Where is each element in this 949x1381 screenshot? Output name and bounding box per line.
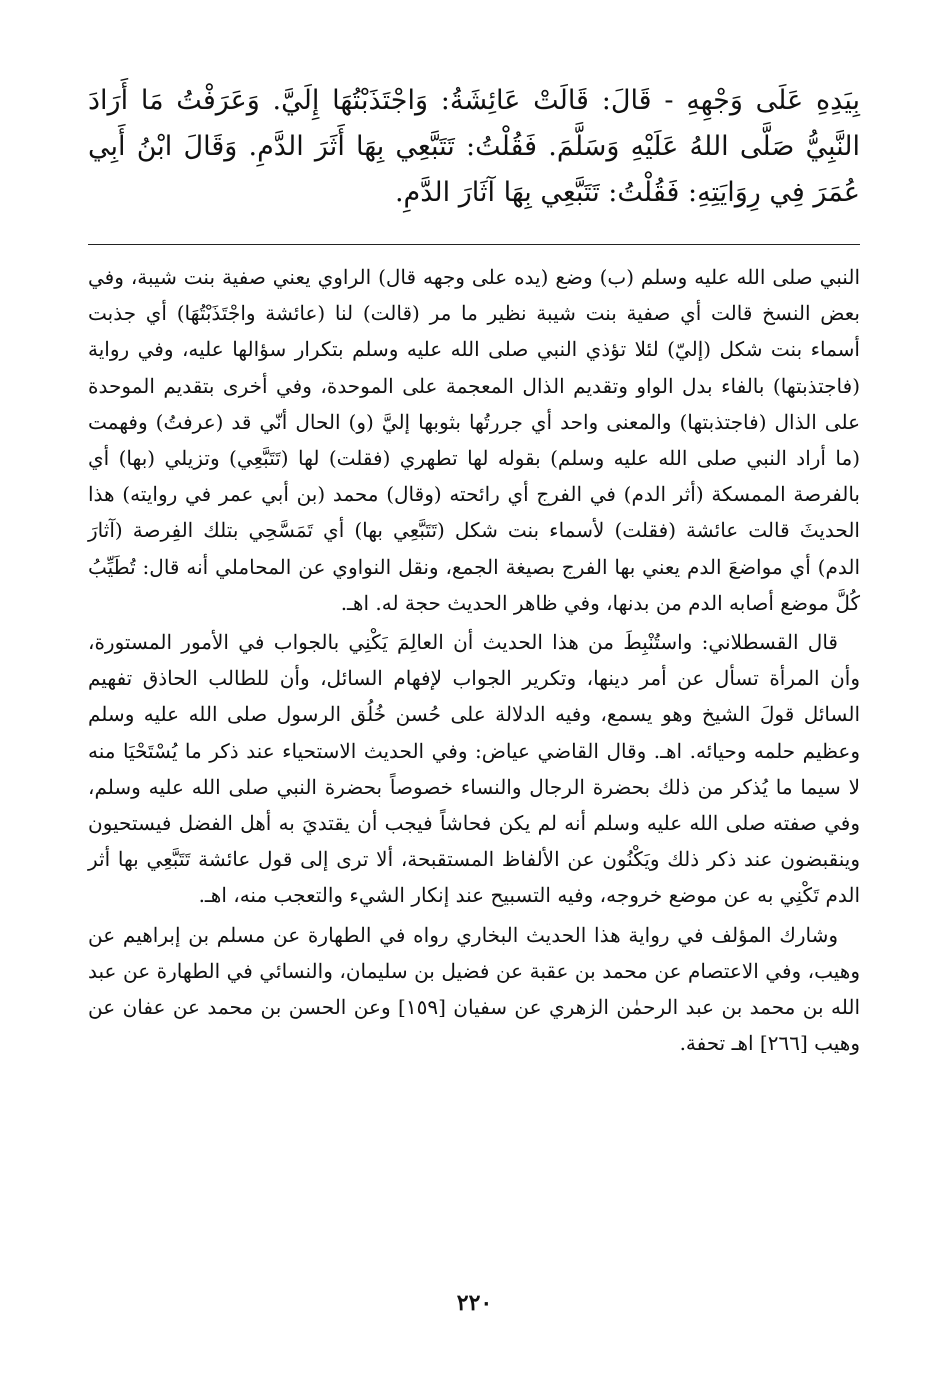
commentary-paragraph: قال القسطلاني: واستُنْبِطَ من هذا الحديث أن العالِمَ يَكْنِي بالجواب في الأمور المستورة، وأن المرأة تسأل عن أمر دينها، وتكرير الجواب لإفهام السائل، وأن للطالب الحاذق تفهيم السائل قولَ الشيخ وهو يسمع، وفيه الدلالة على حُسن خُلُق الرسول صلى الله عليه وسلم وعظيم حلمه وحيائه. اهـ. وقال القاضي عياض: وفي الحديث الاستحياء عند ذكر ما يُسْتَحْيَا منه لا سيما ما يُذكر من ذلك بحضرة الرجال والنساء خصوصاً بحضرة النبي صلى الله عليه وسلم، وفي صفته صلى الله عليه وسلم أنه لم يكن فحاشاً فيجب أن يقتديَ به أهل الفضل فيستحيون وينقبضون عند ذكر ذلك ويَكْنُون عن الألفاظ المستقبحة، ألا ترى إلى قول عائشة تَتَبَّعِي بها أثر الدم تَكْنِي به عن موضع خروجه، وفيه التسبيح عند إنكار الشيء والتعجب منه، اهـ. [88,630,860,908]
footnote-divider [88,244,860,245]
page-body [88,78,860,1061]
commentary-block [88,259,860,1061]
hadith-text: بِيَدِهِ عَلَى وَجْهِهِ - قَالَ: قَالَتْ عَائِشَةُ: وَاجْتَذَبْتُهَا إِلَيَّ. وَعَرَفْتُ مَا أَرَادَ النَّبِيُّ صَلَّى اللهُ عَلَيْهِ وَسَلَّمَ. فَقُلْتُ: تَتَبَّعِي بِهَا أَثَرَ الدَّمِ. وَقَالَ ابْنُ أَبِي عُمَرَ فِي رِوَايَتِهِ: فَقُلْتُ: تَتَبَّعِي بِهَا آثَارَ الدَّمِ. [88,85,860,208]
commentary-paragraph: النبي صلى الله عليه وسلم (ب) وضع (يده على وجهه قال) الراوي يعني صفية بنت شيبة، وفي بعض النسخ قالت أي صفية بنت شيبة نظير ما مر (قالت) لنا (عائشة واجْتَذَبْتُهَا) أي جذبت أسماء بنت شكل (إليّ) لئلا تؤذي النبي صلى الله عليه وسلم بتكرار سؤالها عليه، وفي رواية (فاجتذبتها) بالفاء بدل الواو وتقديم الذال المعجمة على الموحدة، وفي أخرى بتقديم الموحدة على الذال (فاجتذبتها) والمعنى واحد أي جررتُها بثوبها إليَّ (و) الحال أنّي قد (عرفتُ) وفهمت (ما أراد النبي صلى الله عليه وسلم) بقوله لها تطهري (فقلت) لها (تَتَبَّعِي) وتزيلي (بها) أي بالفرصة الممسكة (أثر الدم) في الفرج أي رائحته (وقال) محمد (بن أبي عمر في روايته) هذا الحديثَ قالت عائشة (فقلت) لأسماء بنت شكل (تَتَبَّعِي بها) أي تَمَسَّحِي بتلك الفِرصة (آثارَ الدم) أي مواضعَ الدم يعني بها الفرج بصيغة الجمع، ونقل النواوي عن المحاملي أنه قال: تُطَيِّبُ كُلَّ موضع أصابه الدم من بدنها، وفي ظاهر الحديث حجة له. اهـ. [88,265,861,615]
commentary-paragraph: وشارك المؤلف في رواية هذا الحديث البخاري رواه في الطهارة عن مسلم بن إبراهيم عن وهيب، وفي الاعتصام عن محمد بن عقبة عن فضيل بن سليمان، والنسائي في الطهارة عن عبد الله بن محمد بن عبد الرحمٰن الزهري عن سفيان [١٥٩] وعن الحسن بن محمد عن عفان عن وهيب [٢٦٦] اهـ تحفة. [88,922,860,1056]
hadith-text-block [88,78,860,216]
page-number: ٢٢٠ [456,1290,493,1316]
